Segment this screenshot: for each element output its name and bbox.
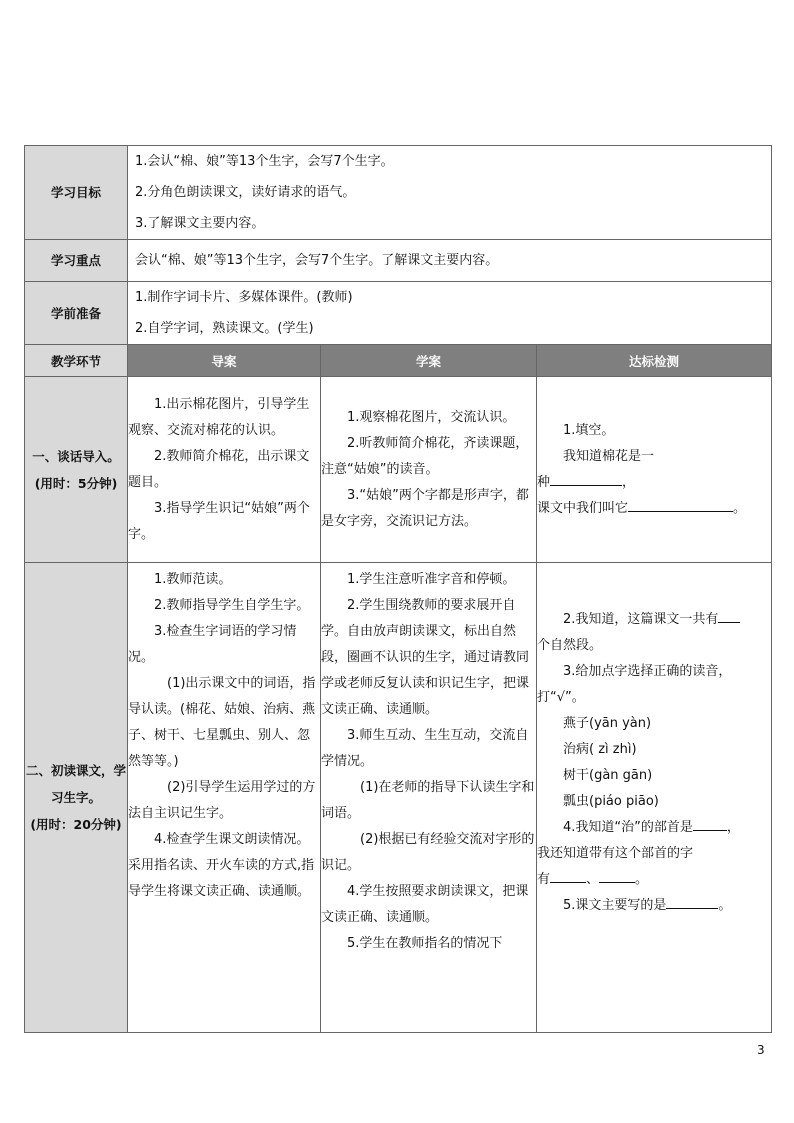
prep-label: 学前准备 [25,282,128,345]
prep-content [128,282,772,345]
goal-item: 2.分角色朗读课文，读好请求的语气。 [135,185,356,200]
test-text: ， [622,474,636,490]
test-text: 有 [537,872,551,887]
prep-item: 1.制作字词卡片、多媒体课件。(教师) [135,290,353,305]
page-number: 3 [757,1043,765,1057]
study-step: 1.学生注意听准字音和停顿。 [347,572,516,587]
study-step: (2)根据已有经验交流对字形的识记。 [321,832,535,873]
header-study: 学案 [321,345,537,377]
fill-blank[interactable] [666,896,718,909]
fill-blank[interactable] [550,870,586,883]
guide-step: (1)出示课文中的词语，指导认读。(棉花、姑娘、治病、燕子、树干、七星瓢虫、别人、忽然等等。) [128,676,316,769]
study-step: (1)在老师的指导下认读生字和词语。 [321,780,535,821]
goal-item: 1.会认“棉、娘”等13个生字，会写7个生字。 [135,154,394,169]
test-text: 5.课文主要写的是 [563,898,667,913]
test-question: 1.填空。 [563,422,615,438]
section1-stage [25,377,128,563]
goal-item: 3.了解课文主要内容。 [135,216,265,231]
fill-blank[interactable] [693,818,727,831]
test-text: 种 [537,474,551,490]
section1-study [321,377,537,563]
test-question [537,607,771,633]
test-line [537,496,771,522]
test-text: 。 [733,500,747,516]
pinyin-option: 治病( zì zhì) [563,742,637,757]
study-step: 5.学生在教师指名的情况下 [347,936,503,951]
header-test: 达标检测 [537,345,772,377]
fill-blank[interactable] [550,473,622,486]
study-step: 2.听教师简介棉花，齐读课题，注意“姑娘”的读音。 [321,435,529,477]
goals-label: 学习目标 [25,146,128,240]
test-line [537,470,771,496]
pinyin-option: 瓢虫(piáo piāo) [563,794,659,809]
pinyin-option: 树干(gàn gān) [563,768,653,783]
fill-blank[interactable] [628,499,733,512]
stage-title: 二、初读课文，学习生字。 [25,763,126,805]
goals-content [128,146,772,240]
test-text: ， [726,820,740,835]
lesson-plan-table [24,145,772,1033]
test-line: 个自然段。 [537,638,603,653]
test-line: 我知道棉花是一 [563,448,655,464]
stage-time: (用时：5分钟) [34,475,118,491]
test-text: 课文中我们叫它 [537,500,629,516]
study-step: 2.学生围绕教师的要求展开自学。自由放声朗读课文，标出自然段，圈画不认识的生字，通过请教同学或老师反复认读和识记生字，把课文读正确、读通顺。 [321,598,530,717]
guide-step: 2.教师指导学生自学生字。 [154,598,310,613]
fill-blank[interactable] [718,610,740,623]
study-step: 3.师生互动、生生互动，交流自学情况。 [321,728,529,769]
key-label: 学习重点 [25,240,128,282]
guide-step: 1.教师范读。 [154,572,232,587]
section2-study [321,563,537,1033]
test-text: 。 [635,872,649,887]
header-stage: 教学环节 [25,345,128,377]
test-text: 4.我知道“治”的部首是 [563,820,693,835]
test-line [537,867,771,893]
test-question [537,815,771,841]
section2-guide [128,563,321,1033]
prep-item: 2.自学字词，熟读课文。(学生) [135,321,314,336]
guide-step: (2)引导学生运用学过的方法自主识记生字。 [128,780,316,821]
guide-step: 2.教师简介棉花，出示课文题目。 [128,448,310,490]
key-content [128,240,772,282]
test-line: 我还知道带有这个部首的字 [537,846,694,861]
guide-step: 4.检查学生课文朗读情况。采用指名读、开火车读的方式,指导学生将课文读正确、读通顺。 [128,832,315,899]
section1-test [537,377,772,563]
section2-test [537,563,772,1033]
stage-time: (用时：20分钟) [30,817,122,832]
fill-blank[interactable] [599,870,635,883]
section1-guide [128,377,321,563]
guide-step: 3.指导学生识记“姑娘”两个字。 [128,500,310,542]
section2-stage [25,563,128,1033]
pinyin-option: 燕子(yān yàn) [563,716,652,731]
test-text: 、 [586,872,600,887]
key-text: 会认“棉、娘”等13个生字，会写7个生字。了解课文主要内容。 [135,253,499,268]
test-text: 2.我知道，这篇课文一共有 [563,612,719,627]
test-question [537,893,771,919]
study-step: 3.“姑娘”两个字都是形声字，都是女字旁，交流识记方法。 [321,487,529,529]
guide-step: 3.检查生字词语的学习情况。 [128,624,297,665]
stage-title: 一、谈话导入。 [32,448,120,464]
test-text: 。 [718,898,732,913]
study-step: 4.学生按照要求朗读课文，把课文读正确、读通顺。 [321,884,529,925]
header-guide: 导案 [128,345,321,377]
test-question: 3.给加点字选择正确的读音，打“√”。 [537,664,732,705]
guide-step: 1.出示棉花图片，引导学生观察、交流对棉花的认识。 [128,396,310,438]
study-step: 1.观察棉花图片，交流认识。 [347,409,516,425]
